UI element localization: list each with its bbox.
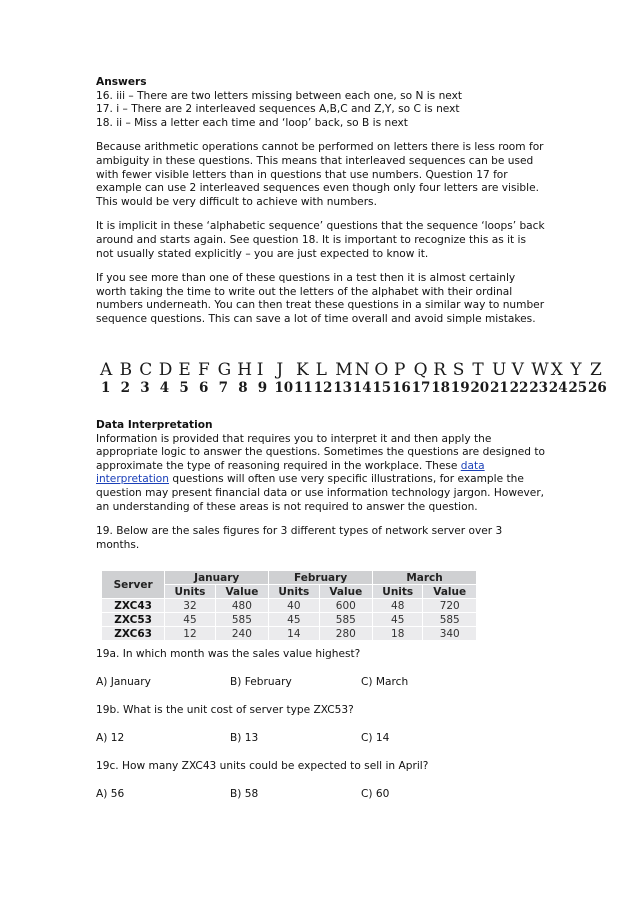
sub-units: Units: [373, 585, 423, 599]
table-cell: 240: [215, 627, 269, 641]
alphabet-letter: P: [394, 360, 406, 380]
data-interpretation-heading: Data Interpretation: [96, 419, 213, 431]
col-february: February: [269, 571, 373, 585]
alphabet-numbers: [100, 380, 620, 400]
alphabet-number: 1: [101, 380, 111, 396]
alphabet-number: 11: [294, 380, 313, 396]
table-row: [102, 627, 477, 641]
alphabet-letter: G: [217, 360, 232, 380]
alphabet-number: 18: [431, 380, 450, 396]
sub-units: Units: [269, 585, 319, 599]
table-cell: 340: [423, 627, 477, 641]
col-march: March: [373, 571, 477, 585]
alphabet-number: 17: [411, 380, 431, 396]
alphabet-number: 5: [179, 380, 189, 396]
alphabet-letter: D: [158, 360, 173, 380]
alphabet-letter: A: [100, 360, 113, 380]
alphabet-letter: O: [374, 360, 389, 380]
row-server: ZXC43: [102, 599, 165, 613]
col-january: January: [165, 571, 269, 585]
alphabet-number: 26: [588, 380, 607, 396]
sales-table: [101, 570, 477, 641]
sub-value: Value: [319, 585, 373, 599]
alphabet-letter: L: [315, 360, 327, 380]
row-server: ZXC53: [102, 613, 165, 627]
table-row: [102, 613, 477, 627]
q19b-question: 19b. What is the unit cost of server type ZXC53?: [96, 704, 354, 716]
q19a-option-a: A) January: [96, 676, 151, 688]
alphabet-letter: R: [433, 360, 446, 380]
paragraph-looping: It is implicit in these ‘alphabetic sequence’ questions that the sequence ‘loops’ back around and starts again. See question 18. It is important to recognize this as it is not usually stated explicitly – you are just expected to know it.: [96, 220, 545, 260]
alphabet-letter: T: [472, 360, 484, 380]
table-cell: 45: [269, 613, 319, 627]
table-row: [102, 599, 477, 613]
table-cell: 45: [165, 613, 215, 627]
table-cell: 585: [215, 613, 269, 627]
alphabet-letter: S: [452, 360, 465, 380]
row-server: ZXC63: [102, 627, 165, 641]
table-cell: 32: [165, 599, 215, 613]
table-cell: 720: [423, 599, 477, 613]
q19b-option-b: B) 13: [230, 732, 259, 744]
alphabet-number: 10: [274, 380, 294, 396]
q19b-option-c: C) 14: [361, 732, 390, 744]
alphabet-number: 9: [257, 380, 268, 396]
table-cell: 45: [373, 613, 423, 627]
alphabet-letter: Z: [590, 360, 602, 380]
alphabet-number: 12: [313, 380, 333, 396]
alphabet-letter: W: [531, 360, 549, 380]
answers-heading: Answers: [96, 76, 147, 88]
alphabet-number: 4: [159, 380, 170, 396]
q19a-option-c: C) March: [361, 676, 409, 688]
alphabet-number: 6: [199, 380, 209, 396]
alphabet-number: 23: [529, 380, 548, 396]
alphabet-letter: I: [256, 360, 264, 380]
alphabet-number: 7: [218, 380, 228, 396]
alphabet-letter: J: [276, 360, 284, 380]
di-text-1: Information is provided that requires you to interpret it and then apply the appropriate logic to answer the questions. Sometimes the questions are designed to approximate the type of reasoning required in the workplace. These: [96, 432, 545, 472]
table-cell: 12: [165, 627, 215, 641]
alphabet-letters: [100, 360, 620, 380]
q19c-question: 19c. How many ZXC43 units could be expected to sell in April?: [96, 760, 429, 772]
q19c-option-a: A) 56: [96, 788, 125, 800]
alphabet-number: 2: [120, 380, 130, 396]
alphabet-number: 25: [568, 380, 588, 396]
alphabet-letter: K: [296, 360, 309, 380]
alphabet-number: 3: [140, 380, 150, 396]
answer-line: 17. i – There are 2 interleaved sequences A,B,C and Z,Y, so C is next: [96, 103, 460, 116]
alphabet-number: 13: [333, 380, 352, 396]
q19b-option-a: A) 12: [96, 732, 125, 744]
answer-line: 16. iii – There are two letters missing between each one, so N is next: [96, 89, 463, 102]
alphabet-letter: B: [119, 360, 133, 380]
table-cell: 48: [373, 599, 423, 613]
table-cell: 18: [373, 627, 423, 641]
di-text-2: questions will often use very specific illustrations, for example the question may present financial data or use information technology jargon. However, an understanding of these areas is not required to answer the question.: [96, 473, 545, 513]
alphabet-number: 16: [392, 380, 411, 396]
sub-units: Units: [165, 585, 215, 599]
table-cell: 40: [269, 599, 319, 613]
document-body: [96, 76, 546, 338]
col-server: Server: [102, 571, 165, 599]
alphabet-letter: Y: [570, 360, 582, 380]
alphabet-number: 8: [238, 380, 248, 396]
table-cell: 585: [423, 613, 477, 627]
table-cell: 585: [319, 613, 373, 627]
alphabet-letter: E: [178, 360, 191, 380]
alphabet-letter: M: [335, 360, 353, 380]
alphabet-number: 20: [470, 380, 490, 396]
alphabet-letter: F: [198, 360, 210, 380]
answers-section: [96, 76, 546, 130]
q19c-option-c: C) 60: [361, 788, 390, 800]
alphabet-letter: Q: [413, 360, 428, 380]
sub-value: Value: [215, 585, 269, 599]
data-interpretation-paragraph: [96, 433, 546, 515]
alphabet-letter: C: [139, 360, 153, 380]
table-cell: 280: [319, 627, 373, 641]
alphabet-letter: U: [492, 360, 507, 380]
alphabet-letter: X: [550, 360, 563, 380]
alphabet-figure: [100, 360, 620, 400]
table-cell: 480: [215, 599, 269, 613]
sub-value: Value: [423, 585, 477, 599]
answer-line: 18. ii – Miss a letter each time and ‘loop’ back, so B is next: [96, 116, 408, 129]
alphabet-number: 22: [509, 380, 529, 396]
alphabet-number: 21: [490, 380, 509, 396]
alphabet-number: 24: [548, 380, 568, 396]
alphabet-letter: V: [511, 360, 524, 380]
data-interpretation-section: [96, 419, 546, 552]
alphabet-number: 14: [352, 380, 372, 396]
data-interpretation-link[interactable]: data interpretation: [96, 459, 485, 486]
paragraph-tips: If you see more than one of these questions in a test then it is almost certainly worth taking the time to write out the letters of the alphabet with their ordinal numbers underneath. You can then treat these questions in a similar way to number sequence questions. This can save a lot of time overall and avoid simple mistakes.: [96, 272, 545, 325]
alphabet-letter: N: [354, 360, 370, 380]
q19a-question: 19a. In which month was the sales value highest?: [96, 648, 361, 660]
alphabet-number: 19: [450, 380, 470, 396]
q19-intro: 19. Below are the sales figures for 3 different types of network server over 3 months.: [96, 525, 503, 551]
q19c-option-b: B) 58: [230, 788, 259, 800]
table-cell: 600: [319, 599, 373, 613]
alphabet-letter: H: [237, 360, 253, 380]
table-cell: 14: [269, 627, 319, 641]
q19a-option-b: B) February: [230, 676, 292, 688]
alphabet-number: 15: [372, 380, 392, 396]
paragraph-arithmetic: Because arithmetic operations cannot be performed on letters there is less room for ambiguity in these questions. This means that interleaved sequences can be used with fewer visible letters than in questions that use numbers. Question 17 for example can use 2 interleaved sequences even though only four letters are visible. This would be very difficult to achieve with numbers.: [96, 141, 544, 208]
